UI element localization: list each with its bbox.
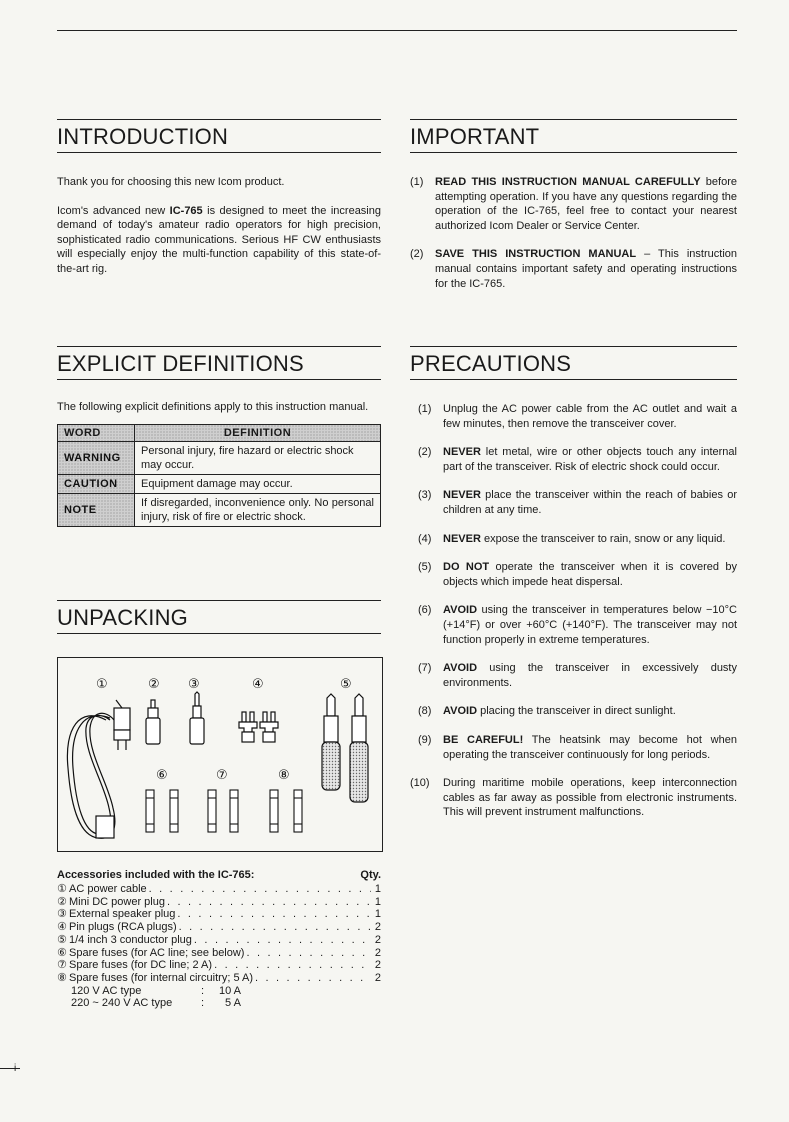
fuse-sep: :	[201, 997, 205, 1010]
item-qty: 2	[374, 921, 381, 934]
introduction-p2-pre: Icom's advanced new	[57, 204, 170, 217]
figure-label-1: ①	[96, 677, 108, 692]
precaution-item-text: place the transceiver within the reach of babies or children at any time.	[443, 489, 737, 516]
figure-label-7: ⑦	[216, 768, 228, 783]
ac-power-cable-drawing	[67, 700, 130, 838]
precaution-item-bold: NEVER	[443, 532, 481, 545]
top-rule	[57, 30, 737, 31]
precautions-section	[410, 346, 737, 820]
page-mark-rule	[0, 1068, 20, 1069]
fuse-type: 220 ~ 240 V AC type	[71, 997, 173, 1010]
item-label: AC power cable	[69, 883, 147, 895]
leader-dots	[253, 972, 371, 985]
precaution-item-bold: AVOID	[443, 705, 478, 718]
item-number: ⑥	[57, 946, 67, 959]
precaution-item-text: Unplug the AC power cable from the AC outlet and wait a few minutes, then remove the transceiver cover.	[443, 403, 737, 430]
precaution-item-text: placing the transceiver in direct sunlight.	[477, 705, 676, 718]
fuse-type: 120 V AC type	[71, 984, 142, 997]
precautions-list	[410, 402, 737, 820]
introduction-model: IC-765	[169, 204, 203, 217]
list-item	[57, 883, 381, 896]
item-number: ③	[57, 908, 67, 921]
item-number: ①	[57, 883, 67, 895]
precaution-item-text: During maritime mobile operations, keep interconnection cables as far away as possible from electronic instruments. This will prevent instrument malfunctions.	[443, 777, 737, 819]
item-label: 1/4 inch 3 conductor plug	[69, 933, 192, 946]
item-label: Spare fuses (for DC line; 2 A)	[69, 959, 213, 972]
introduction-p1: Thank you for choosing this new Icom product.	[57, 176, 285, 188]
table-row	[58, 441, 381, 474]
precaution-item-2	[410, 445, 737, 474]
fuse-value: 5 A	[225, 997, 241, 1010]
leader-dots	[175, 908, 371, 921]
precaution-item-bold: NEVER	[443, 489, 481, 502]
leader-dots	[212, 959, 371, 972]
introduction-header	[57, 119, 381, 153]
fuse-pair-8	[270, 790, 302, 832]
list-item	[57, 947, 381, 960]
precaution-item-text: expose the transceiver to rain, snow or any liquid.	[480, 532, 726, 545]
important-item-2	[410, 247, 737, 291]
fuse-pair-7	[208, 790, 238, 832]
introduction-p2	[57, 204, 381, 277]
item-number: ⑦	[57, 959, 67, 972]
precaution-item-1	[410, 402, 737, 431]
leader-dots	[192, 934, 371, 947]
fuse-sep: :	[201, 984, 205, 997]
item-qty: 1	[374, 895, 381, 908]
item-qty: 2	[374, 946, 381, 959]
precaution-item-num: (1)	[418, 403, 432, 415]
item-qty: 2	[374, 959, 381, 972]
precaution-item-4	[410, 532, 737, 547]
precaution-item-num: (8)	[418, 705, 432, 718]
accessories-figure	[57, 657, 383, 852]
accessories-title: Accessories included with the IC-765:	[57, 869, 255, 881]
important-item-text: before attempting operation. If you have any questions regarding the operation of the IC-765, feel free to contact your nearest authorized Icom Dealer or Service Center.	[435, 176, 737, 232]
precaution-item-8	[410, 704, 737, 719]
leader-dots	[165, 896, 371, 909]
precaution-item-num: (5)	[418, 561, 432, 574]
table-row-definition: Personal injury, fire hazard or electric shock may occur.	[135, 441, 381, 474]
accessories-header	[57, 868, 381, 883]
figure-label-8: ⑧	[278, 768, 290, 783]
table-row-definition: Equipment damage may occur.	[135, 474, 381, 493]
definitions-table	[57, 424, 381, 527]
figure-label-5: ⑤	[340, 677, 352, 692]
precaution-item-text: The heatsink may become hot when operating the transceiver continuously for long periods.	[443, 733, 737, 761]
important-item-1	[410, 175, 737, 233]
table-header-word: WORD	[58, 424, 135, 441]
important-item-bold: READ THIS INSTRUCTION MANUAL CAREFULLY	[435, 176, 701, 188]
precaution-item-num: (6)	[418, 604, 432, 617]
important-item-num: (2)	[410, 248, 424, 261]
quarter-inch-plugs-drawing	[322, 694, 368, 802]
precaution-item-text: let metal, wire or other objects touch any internal part of the transceiver. Risk of electric shock could occur.	[443, 446, 737, 473]
table-row-word: CAUTION	[58, 474, 135, 493]
item-qty: 1	[374, 883, 381, 895]
precaution-item-5	[410, 560, 737, 589]
definitions-table-header	[58, 424, 381, 441]
fuse-value: 10 A	[219, 984, 242, 997]
figure-label-2: ②	[148, 677, 160, 692]
precaution-item-6	[410, 603, 737, 647]
item-label: External speaker plug	[69, 908, 176, 921]
important-section	[410, 119, 737, 291]
precaution-item-num: (3)	[418, 489, 432, 502]
precaution-item-num: (7)	[418, 662, 432, 675]
table-row-word: WARNING	[58, 441, 135, 474]
figure-label-3: ③	[188, 677, 200, 692]
precaution-item-9	[410, 733, 737, 762]
page-number: i	[14, 1063, 17, 1074]
precautions-header	[410, 346, 737, 380]
item-qty: 1	[374, 908, 381, 921]
item-number: ⑧	[57, 971, 67, 984]
item-label: Mini DC power plug	[69, 895, 165, 908]
important-header	[410, 119, 737, 153]
list-item	[57, 908, 381, 921]
precaution-item-bold: AVOID	[443, 604, 478, 617]
item-number: ④	[57, 921, 67, 934]
item-qty: 2	[374, 971, 381, 984]
leader-dots	[177, 921, 371, 934]
fuse-type-row	[57, 997, 381, 1010]
item-label: Spare fuses (for internal circuitry; 5 A)	[69, 971, 254, 984]
list-item	[57, 934, 381, 947]
explicit-definitions-section	[57, 346, 381, 527]
unpacking-header	[57, 600, 381, 634]
accessories-illustration	[58, 658, 382, 851]
item-number: ②	[57, 895, 67, 908]
table-header-definition: DEFINITION	[135, 424, 381, 441]
list-item	[57, 921, 381, 934]
accessories-list	[57, 868, 381, 1010]
table-row	[58, 493, 381, 526]
precaution-item-3	[410, 488, 737, 517]
important-item-bold: SAVE THIS INSTRUCTION MANUAL	[435, 248, 637, 261]
precaution-item-num: (2)	[418, 446, 432, 459]
list-item	[57, 959, 381, 972]
table-row-definition: If disregarded, inconvenience only. No personal injury, risk of fire or electric shock.	[135, 493, 381, 526]
pin-plugs-drawing	[239, 712, 278, 742]
list-item	[57, 972, 381, 985]
spare-fuses-drawing	[146, 790, 302, 832]
item-qty: 2	[374, 933, 381, 946]
important-title: IMPORTANT	[410, 124, 540, 149]
external-speaker-plug-drawing	[190, 692, 204, 744]
leader-dots	[244, 947, 371, 960]
precaution-item-bold: DO NOT	[443, 561, 490, 574]
precaution-item-bold: AVOID	[443, 662, 478, 675]
table-row	[58, 474, 381, 493]
list-item	[57, 896, 381, 909]
precaution-item-text: using the transceiver in excessively dusty environments.	[443, 662, 737, 689]
important-list	[410, 175, 737, 291]
introduction-section	[57, 119, 381, 277]
explicit-definitions-intro: The following explicit definitions apply to this instruction manual.	[57, 401, 369, 413]
precautions-title: PRECAUTIONS	[410, 351, 572, 376]
item-label: Pin plugs (RCA plugs)	[69, 921, 177, 934]
mini-dc-plug-drawing	[146, 700, 160, 744]
unpacking-section	[57, 600, 381, 634]
precaution-item-bold: BE CAREFUL!	[443, 733, 524, 746]
explicit-definitions-header	[57, 346, 381, 380]
table-row-word: NOTE	[58, 493, 135, 526]
qty-header: Qty.	[360, 869, 381, 881]
important-item-num: (1)	[410, 176, 424, 188]
precaution-item-num: (9)	[418, 733, 432, 746]
precaution-item-num: (10)	[410, 777, 430, 790]
introduction-p2-post: is designed to meet the increasing demand of today's amateur radio operators for high precision, sophisticated radio communications. Serious HF CW enthusiasts will especially enjoy the multi-function capability of this state-of-the-art rig.	[57, 204, 381, 275]
fuse-type-row	[57, 985, 381, 998]
unpacking-title: UNPACKING	[57, 605, 188, 630]
figure-label-6: ⑥	[156, 768, 168, 783]
figure-label-4: ④	[252, 677, 264, 692]
important-item-text: – This instruction manual contains important safety and operating instructions for the IC-765.	[435, 248, 737, 290]
precaution-item-10	[410, 776, 737, 820]
precaution-item-text: operate the transceiver when it is covered by objects which impede heat dispersal.	[443, 561, 738, 588]
fuse-pair-6	[146, 790, 178, 832]
introduction-title: INTRODUCTION	[57, 124, 229, 149]
leader-dots	[147, 883, 371, 896]
precaution-item-7	[410, 661, 737, 690]
item-number: ⑤	[57, 933, 67, 946]
precaution-item-num: (4)	[418, 532, 432, 545]
item-label: Spare fuses (for AC line; see below)	[69, 946, 245, 959]
precaution-item-text: using the transceiver in temperatures below −10°C (+14°F) or over +60°C (+140°F). The transceiver may not function properly in extreme temperatures.	[443, 604, 737, 646]
precaution-item-bold: NEVER	[443, 446, 481, 459]
explicit-definitions-title: EXPLICIT DEFINITIONS	[57, 351, 304, 376]
